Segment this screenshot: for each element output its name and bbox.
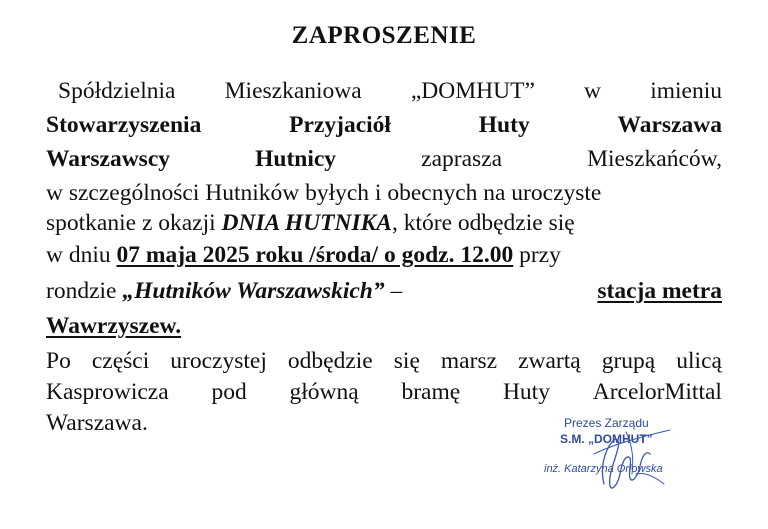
word: Po: [46, 348, 71, 374]
word: Warszawa: [617, 112, 722, 138]
word: Huty: [478, 112, 530, 138]
stamp-name: inż. Katarzyna Orłowska: [544, 463, 663, 475]
word: „DOMHUT”: [410, 78, 535, 104]
word: bramę: [401, 379, 461, 405]
text-segment: , które odbędzie się: [391, 210, 575, 236]
paragraph-line-7: [46, 276, 722, 306]
paragraph-line-5: [46, 208, 722, 238]
word: Kasprowicza: [46, 379, 169, 405]
word: części: [91, 348, 150, 374]
handwritten-signature-icon: [574, 414, 684, 496]
paragraph-line-11: Warszawa.: [46, 410, 148, 436]
text-segment: spotkanie z okazji: [46, 210, 222, 236]
text-segment: przy: [513, 242, 561, 268]
event-name: DNIA HUTNIKA: [221, 210, 392, 236]
document-title: ZAPROSZENIE: [291, 22, 477, 49]
word: Hutnicy: [255, 146, 337, 172]
word: główną: [289, 379, 359, 405]
word: marsz: [440, 348, 498, 374]
word: Mieszkańców,: [587, 146, 722, 172]
signature-stamp: [534, 412, 724, 502]
paragraph-line-2: [46, 110, 722, 140]
word: Mieszkaniowa: [224, 78, 362, 104]
word: Przyjaciół: [289, 112, 391, 138]
word: Spółdzielnia: [58, 78, 176, 104]
word: grupą: [601, 348, 656, 374]
word: w: [584, 78, 602, 104]
text-segment: w dniu: [46, 242, 117, 268]
stamp-title: Prezes Zarządu: [564, 416, 649, 430]
metro-station: stacja metra: [597, 278, 722, 304]
word: pod: [211, 379, 247, 405]
metro-station-name: Wawrzyszew.: [46, 313, 182, 339]
text-segment: –: [384, 278, 403, 304]
event-place: „Hutników Warszawskich”: [122, 278, 385, 304]
word: imieniu: [650, 78, 722, 104]
word: się: [393, 348, 420, 374]
text-segment: [46, 276, 402, 306]
word: uroczystej: [170, 348, 267, 374]
paragraph-line-6: [46, 240, 722, 270]
text-segment: rondzie: [46, 278, 123, 304]
paragraph-line-3: [46, 144, 722, 174]
word: Warszawscy: [46, 146, 171, 172]
word: Stowarzyszenia: [46, 112, 202, 138]
word: Huty: [502, 379, 550, 405]
paragraph-line-10: [46, 377, 722, 407]
word: zaprasza: [421, 146, 503, 172]
word: ulicą: [676, 348, 722, 374]
paragraph-line-9: [46, 346, 722, 376]
paragraph-line-1: [46, 76, 722, 106]
word: zwartą: [518, 348, 581, 374]
word: ArcelorMittal: [592, 379, 722, 405]
paragraph-line-4: w szczególności Hutników byłych i obecnych na uroczyste: [46, 180, 602, 206]
event-date: 07 maja 2025 roku /środa/ o godz. 12.00: [116, 242, 514, 268]
stamp-organization: S.M. „DOMHUT”: [560, 432, 653, 446]
word: odbędzie: [287, 348, 373, 374]
